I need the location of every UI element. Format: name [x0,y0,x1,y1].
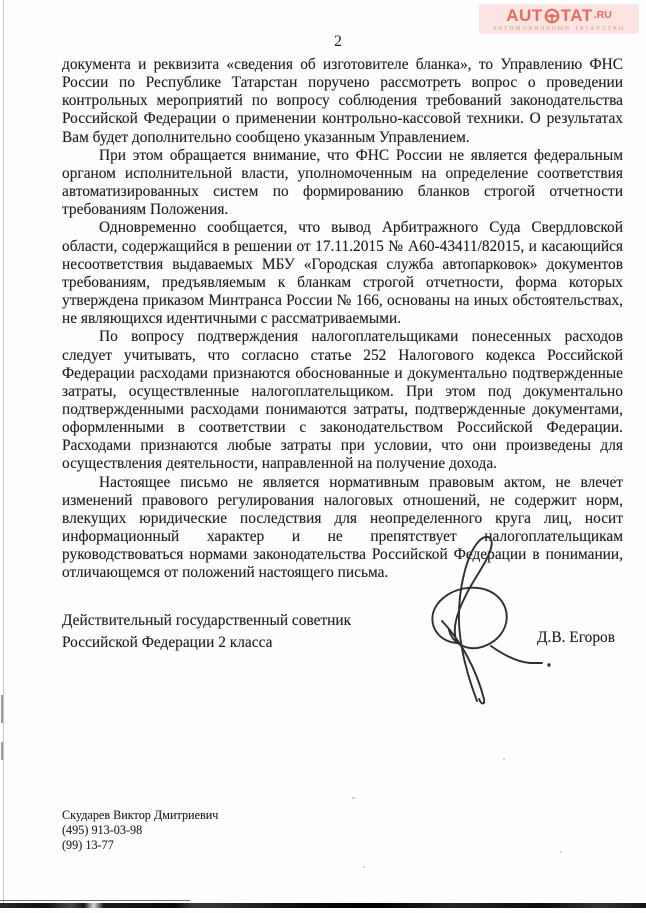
handwritten-signature [421,531,563,709]
logo-domain-suffix: .RU [593,9,612,21]
scan-speck [503,758,505,760]
scan-edge-mark [1,742,3,760]
logo-tagline: АВТОМОБИЛЬНЫЙ ТАТАРСТАН [492,26,626,32]
signer-name: Д.В. Егоров [537,629,615,646]
paragraph: По вопросу подтверждения налогоплательщиками понесенных расходов следует учитывать, что согласно статье 252 Налогового кодекса Российской Федерации расходами признаются обоснованные и документально подтвержденные затраты, осуществленные налогоплательщиком. При этом под документально подтвержденными расходами понимаются затраты, подтвержденные документами, оформленными в соответствии с законодательством Российской Федерации. Расходами признаются любые затраты при условии, что они произведены для осуществления деятельности, направленной на получение дохода. [62,328,623,473]
executor-name: Скударев Виктор Дмитриевич [62,808,219,822]
paragraph: Настоящее письмо не является нормативным правовым актом, не влечет изменений правового регулирования налоговых отношений, не содержит норм, влекущих юридические последствия для неопределенного круга лиц, носит информационный характер и не препятствует налогоплательщикам руководствоваться нормами законодательства Российской Федерации в понимании, отличающемся от положений настоящего письма. [62,473,623,582]
signer-title [62,610,351,653]
executor-phone: (495) 913-03-98 [62,822,143,837]
scan-speck [363,866,365,868]
steering-wheel-icon [544,8,560,24]
logo-text-right: TAT [560,6,593,25]
autotat-watermark [479,4,639,34]
paragraph: Одновременно сообщается, что вывод Арбитражного Суда Свердловской области, содержащийся в решении от 17.11.2015 № А60-43411/82015, и касающийся несоответствия выдаваемых МБУ «Городская служба автопарковок» документов требованиям, предъявляемым к бланкам строгой отчетности, форма которых утверждена приказом Минтранса России № 166, основаны на иных обстоятельствах, не являющихся идентичными с рассматриваемыми. [62,219,623,328]
paragraph: При этом обращается внимание, что ФНС России не является федеральным органом исполнительной власти, уполномоченным на определение соответствия автоматизированных систем по формированию бланков строгой отчетности требованиям Положения. [62,146,623,219]
executor-contact-block [62,808,218,852]
scan-speck [560,851,562,853]
scan-speck [352,797,355,799]
logo-text-left: AUT [506,6,543,25]
executor-phone-extension: (99) 13-77 [62,837,114,852]
scan-edge-artifact [3,0,4,903]
paragraph: документа и реквизита «сведения об изготовителе бланка», то Управлению ФНС России по Республике Татарстан поручено рассмотреть вопрос о проведении контрольных мероприятий по вопросу соблюдения требований законодательства Российской Федерации о применении контрольно-кассовой техники. О результатах Вам будет дополнительно сообщено указанным Управлением. [62,56,623,146]
signer-title-line1: Действительный государственный советник [62,612,352,629]
signer-title-line2: Российской Федерации 2 класса [62,633,273,651]
scan-edge-mark [1,695,3,723]
letter-body [62,56,623,583]
autotat-logo-text [484,6,634,25]
scan-bottom-edge-artifact [0,903,646,908]
page-number: 2 [334,33,342,50]
